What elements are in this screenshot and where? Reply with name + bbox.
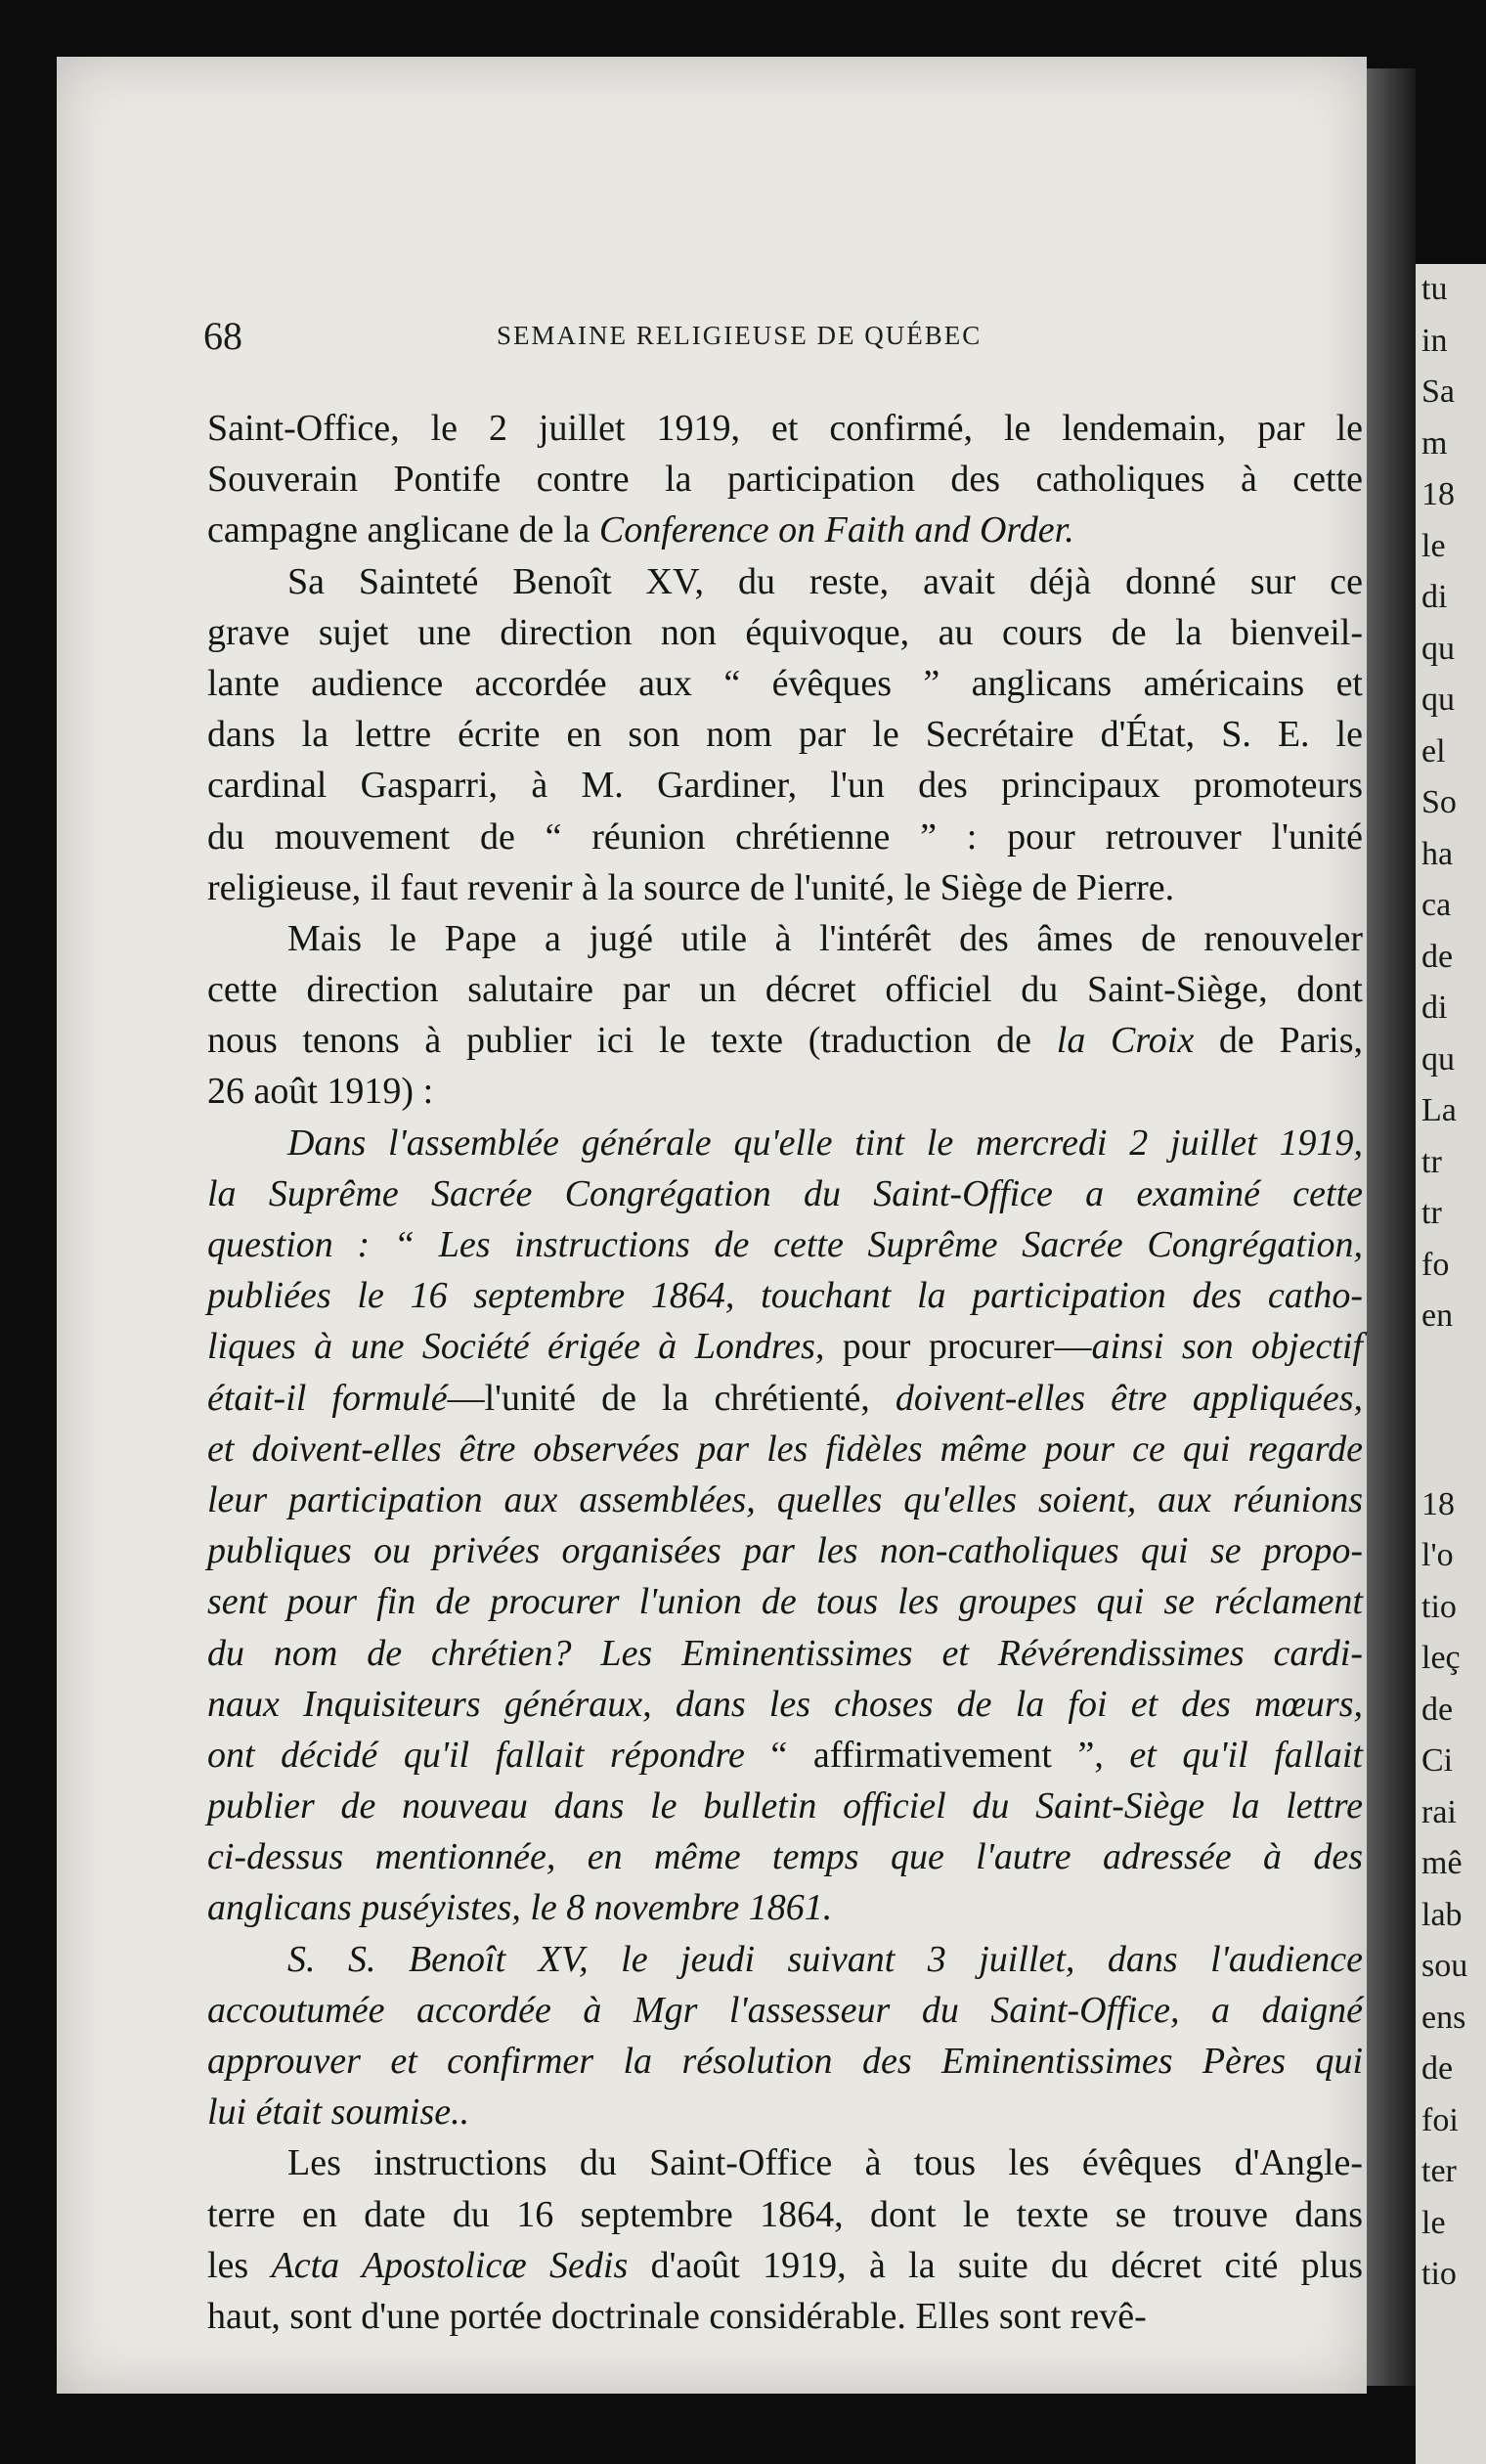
text-line [207, 1373, 1363, 1424]
text-run: d'août 1919, à la suite du décret cité plus [628, 2244, 1364, 2286]
italic-run: accoutumée accordée à Mgr l'assesseur du Saint-Office, a daigné [207, 1989, 1363, 2031]
facing-page-edge [1416, 264, 1486, 2464]
text-line [207, 1781, 1363, 1831]
text-line [207, 1015, 1363, 1066]
text-run: Saint-Office, le 2 juillet 1919, et confirmé, le lendemain, par le [207, 408, 1363, 449]
facing-fragment: de [1421, 2050, 1454, 2087]
text-run: cette direction salutaire par un décret officiel du Saint-Siège, dont [207, 969, 1363, 1011]
text-line [207, 862, 1363, 913]
facing-fragment: ha [1421, 835, 1454, 872]
italic-run: anglicans puséyistes, le 8 novembre 1861. [207, 1887, 833, 1929]
text-run: terre en date du 16 septembre 1864, dont le texte se trouve dans [207, 2193, 1363, 2235]
facing-fragment: ens [1421, 1999, 1466, 2036]
italic-run: la Croix [1056, 1020, 1195, 1062]
facing-fragment: Sa [1421, 374, 1455, 410]
text-line [207, 1219, 1363, 1270]
text-line [207, 1628, 1363, 1679]
text-line [207, 1576, 1363, 1627]
facing-fragment: el [1421, 732, 1446, 770]
text-run: Les instructions du Saint-Office à tous les évêques d'Angle- [287, 2142, 1363, 2184]
facing-fragment: ca [1421, 887, 1452, 923]
italic-run: publiées le 16 septembre 1864, touchant la participation des catho- [207, 1275, 1363, 1317]
text-run: Souverain Pontife contre la participation des catholiques à cette [207, 459, 1363, 501]
text-run: grave sujet une direction non équivoque, au cours de la bienveil- [207, 611, 1363, 653]
text-run: pour procurer— [824, 1326, 1092, 1368]
facing-fragment: tio [1421, 2256, 1457, 2292]
text-line [207, 1118, 1363, 1168]
facing-fragment: 18 [1421, 1485, 1455, 1522]
facing-fragment: le [1421, 2204, 1446, 2241]
text-run: haut, sont d'une portée doctrinale considérable. Elles sont revê- [207, 2295, 1147, 2337]
facing-fragment: lab [1421, 1896, 1463, 1933]
facing-fragment: fo [1421, 1246, 1450, 1283]
italic-run: lui était soumise.. [207, 2091, 470, 2134]
text-line [207, 1168, 1363, 1219]
text-line [207, 2240, 1363, 2291]
facing-fragment: rai [1421, 1793, 1457, 1830]
facing-fragment: foi [1421, 2101, 1459, 2138]
facing-fragment: di [1421, 579, 1448, 615]
italic-run: approuver et confirmer la résolution des Eminentissimes Pères qui [207, 2041, 1363, 2082]
body-text [207, 403, 1363, 2342]
text-run: campagne anglicane de la [207, 509, 599, 551]
text-line [207, 2189, 1363, 2240]
italic-run: Conference on Faith and Order. [598, 509, 1074, 551]
facing-fragment: tr [1421, 1195, 1442, 1231]
text-run: 26 août 1919) : [207, 1071, 434, 1113]
italic-run: ci-dessus mentionnée, en même temps que l'autre adressée à des [207, 1836, 1363, 1878]
text-line [207, 760, 1363, 811]
text-line [207, 1882, 1363, 1933]
italic-run: publier de nouveau dans le bulletin officiel du Saint-Siège la lettre [207, 1785, 1363, 1827]
text-run: nous tenons à publier ici le texte (traduction de [207, 1020, 1057, 1062]
facing-fragment: di [1421, 990, 1448, 1026]
text-line [207, 658, 1363, 709]
text-line [207, 1424, 1363, 1474]
italic-run: était-il formulé [207, 1377, 448, 1419]
italic-run: et doivent-elles être observées par les fidèles même pour ce qui regarde [207, 1428, 1363, 1470]
italic-run: question : “ Les instructions de cette Suprême Sacrée Congrégation, [207, 1224, 1363, 1265]
text-run: Mais le Pape a jugé utile à l'intérêt des âmes de renouveler [287, 917, 1363, 959]
facing-fragment: qu [1421, 630, 1455, 667]
facing-fragment: leç [1421, 1640, 1461, 1676]
facing-fragment: qu [1421, 682, 1455, 718]
facing-fragment: La [1421, 1092, 1457, 1128]
italic-run: du nom de chrétien? Les Eminentissimes et Révérendissimes cardi- [207, 1632, 1363, 1674]
text-line [207, 556, 1363, 607]
italic-run: ainsi son objectif [1091, 1326, 1363, 1368]
text-line [207, 1525, 1363, 1576]
text-line [207, 2137, 1363, 2188]
text-run: religieuse, il faut revenir à la source de l'unité, le Siège de Pierre. [207, 866, 1175, 908]
italic-run: ont décidé qu'il fallait répondre [207, 1734, 745, 1776]
facing-fragment: 18 [1421, 476, 1455, 512]
text-line [207, 709, 1363, 760]
text-line [207, 1985, 1363, 2036]
text-line [207, 454, 1363, 505]
text-run: cardinal Gasparri, à M. Gardiner, l'un des principaux promoteurs [207, 765, 1363, 807]
text-line [207, 1474, 1363, 1525]
italic-run: et qu'il fallait [1129, 1734, 1363, 1776]
text-line [207, 812, 1363, 862]
facing-fragment: So [1421, 784, 1457, 820]
text-run: —l'unité de la chrétienté, [447, 1377, 896, 1419]
text-line [207, 1831, 1363, 1882]
facing-fragment: tu [1421, 271, 1448, 307]
text-line [207, 505, 1363, 555]
facing-fragment: tio [1421, 1588, 1457, 1625]
running-title: SEMAINE RELIGIEUSE DE QUÉBEC [497, 321, 983, 350]
facing-fragment: de [1421, 1691, 1454, 1728]
text-line [207, 913, 1363, 964]
text-line [207, 2291, 1363, 2342]
text-line [207, 1066, 1363, 1117]
italic-run: naux Inquisiteurs généraux, dans les choses de la foi et des mœurs, [207, 1683, 1363, 1725]
facing-fragment: qu [1421, 1040, 1455, 1078]
facing-fragment: tr [1421, 1143, 1442, 1180]
italic-run: liques à une Société érigée à Londres, [207, 1326, 825, 1368]
text-line [207, 2036, 1363, 2087]
text-line [207, 607, 1363, 658]
page-header [203, 313, 1357, 362]
italic-run: doivent-elles être appliquées, [895, 1377, 1363, 1419]
italic-run: publiques ou privées organisées par les non-catholiques qui se propo- [207, 1530, 1363, 1572]
text-run: Sa Sainteté Benoît XV, du reste, avait déjà donné sur ce [287, 560, 1363, 602]
text-run: du mouvement de “ réunion chrétienne ” : pour retrouver l'unité [207, 815, 1363, 858]
text-run: les [207, 2244, 272, 2286]
facing-fragment: in [1421, 322, 1448, 359]
text-line [207, 1934, 1363, 1985]
italic-run: sent pour fin de procurer l'union de tous les groupes qui se réclament [207, 1581, 1363, 1623]
text-line [207, 1679, 1363, 1730]
italic-run: leur participation aux assemblées, quelles qu'elles soient, aux réunions [207, 1478, 1363, 1520]
facing-fragment: m [1421, 424, 1448, 462]
book-gutter [1367, 68, 1416, 2386]
fragment-gap [1416, 1342, 1486, 1479]
text-line [207, 1270, 1363, 1321]
facing-fragment: le [1421, 527, 1446, 564]
text-line [207, 403, 1363, 454]
text-line [207, 964, 1363, 1015]
facing-fragment: ter [1421, 2153, 1457, 2189]
page-number: 68 [203, 314, 242, 358]
text-run: lante audience accordée aux “ évêques ” anglicans américains et [207, 662, 1363, 704]
facing-fragment: en [1421, 1298, 1454, 1334]
facing-fragment: de [1421, 938, 1454, 975]
italic-run: Acta Apostolicæ Sedis [271, 2244, 629, 2286]
italic-run: Dans l'assemblée générale qu'elle tint le mercredi 2 juillet 1919, [287, 1122, 1363, 1164]
facing-fragment: mê [1421, 1845, 1463, 1881]
italic-run: S. S. Benoît XV, le jeudi suivant 3 juillet, dans l'audience [287, 1938, 1363, 1980]
text-run: de Paris, [1194, 1020, 1363, 1062]
facing-fragment: sou [1421, 1948, 1468, 1984]
text-line [207, 1730, 1363, 1781]
facing-fragment: Ci [1421, 1742, 1454, 1779]
text-line [207, 1321, 1363, 1372]
italic-run: la Suprême Sacrée Congrégation du Saint-Office a examiné cette [207, 1172, 1363, 1214]
text-run: “ affirmativement ”, [744, 1734, 1130, 1776]
text-run: dans la lettre écrite en son nom par le Secrétaire d'État, S. E. le [207, 714, 1363, 756]
text-line [207, 2087, 1363, 2137]
facing-fragment: l'o [1421, 1537, 1454, 1573]
